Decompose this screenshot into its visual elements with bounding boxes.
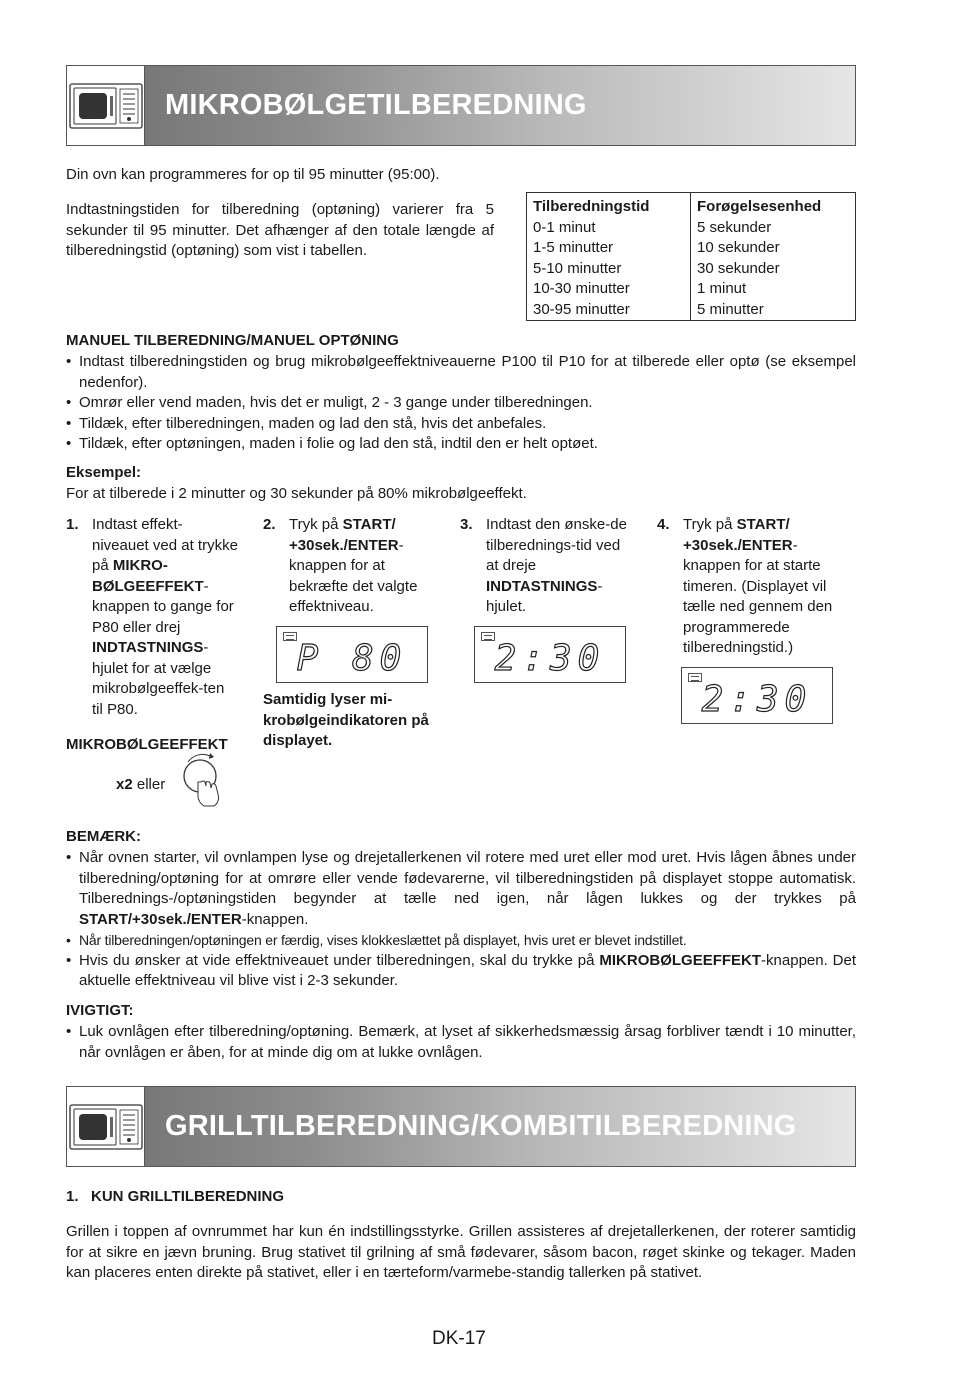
display-readout: P 80 [296,638,408,679]
power-label: MIKROBØLGEEFFEKT [66,736,228,753]
list-item: • Når ovnen starter, vil ovnlampen lyse og drejetallerkenen vil rotere med uret eller mod uret. Hvis lågen åbnes under tilberedning/optøning for at omrøre eller vende fødevarerne, vil tilberedningstiden på displayet stoppe automatisk. Tilberednings-/optøningstiden begynder at tælle ned igen, når lågen lukkes og der trykkes på START/+30sek./ENTER-knappen. [66,848,856,930]
list-item: • Tildæk, efter optøningen, maden i folie og lad den stå, indtil den er helt optøet. [66,434,856,455]
manual-bullets [66,352,856,455]
grill-subheading: 1. KUN GRILLTILBEREDNING [66,1188,285,1205]
table-cell: 5 minutter [697,300,764,318]
example-heading: Eksempel: [66,464,142,481]
section-banner-microwave [66,65,856,146]
increment-table [526,192,856,321]
important-bullets [66,1022,856,1063]
display-readout: 2:30 [701,679,813,720]
list-item: • Omrør eller vend maden, hvis det er muligt, 2 - 3 gange under tilberedningen. [66,393,856,414]
manual-heading: MANUEL TILBEREDNING/MANUEL OPTØNING [66,332,399,349]
section-title: MIKROBØLGETILBEREDNING [165,89,587,121]
step-number: 1. [66,516,79,533]
lcd-display [276,626,428,683]
step-number: 2. [263,516,276,533]
display-readout: 2:30 [494,638,606,679]
step-text: Tryk på START/ +30sek./ENTER-knappen for at starte timeren. (Displayet vil tælle ned gennem den programmerede tilberedningstid.) [683,516,833,656]
lcd-display [681,667,833,724]
dial-hand-icon [176,752,226,810]
step-text: Indtast effekt-niveauet ved at trykke på MIKRO-BØLGEEFFEKT-knappen to gange for P80 eller drej INDTASTNINGS-hjulet for at vælge mikrobølgeeffek-ten til P80. [92,516,238,718]
table-cell: 30-95 minutter [533,300,630,318]
list-item: • Hvis du ønsker at vide effektniveauet under tilberedningen, skal du trykke på MIKROBØLGEEFFEKT-knappen. Det aktuelle effektniveau vil blive vist i 2-3 sekunder. [66,951,856,992]
important-heading: IVIGTIGT: [66,1002,134,1019]
section-title: GRILLTILBEREDNING/KOMBITILBEREDNING [165,1110,797,1142]
section-banner-grill [66,1086,856,1167]
microwave-icon [67,1087,145,1166]
page-number: DK-17 [432,1328,486,1349]
list-item: • Luk ovnlågen efter tilberedning/optøning. Bemærk, at lyset af sikkerhedsmæssig årsag forbliver tændt i 10 minutter, når ovnlågen er åben, for at minde dig om at lukke ovnlågen. [66,1022,856,1063]
step-number: 4. [657,516,670,533]
lcd-display [474,626,626,683]
table-cell: 30 sekunder [697,259,780,277]
table-cell: 5 sekunder [697,218,772,236]
intro-text: Din ovn kan programmeres for op til 95 minutter (95:00). [66,166,440,183]
microwave-icon [67,66,145,145]
table-cell: 10 sekunder [697,239,780,256]
table-header: Forøgelsesenhed [697,198,822,215]
table-cell: 1-5 minutter [533,239,614,256]
example-text: For at tilberede i 2 minutter og 30 sekunder på 80% mikrobølgeeffekt. [66,485,527,502]
list-item: • Tildæk, efter tilberedningen, maden og lad den stå, hvis det anbefales. [66,414,856,435]
table-cell: 1 minut [697,280,747,297]
grill-text: Grillen i toppen af ovnrummet har kun én indstillingsstyrke. Grillen assisteres af drejetallerkenen, der roterer samtidig for at sikre en jævn bruning. Brug stativet til grilning af små fødevarer, såsom bacon, røget skinke og tekager. Maden kan placeres enten direkte på stativet, eller i en tærteform/varmebe-standig tallerken på stativet. [66,1223,856,1281]
step-text: Indtast den ønske-de tilberednings-tid ved at dreje INDTASTNINGS-hjulet. [486,516,627,615]
table-cell: 0-1 minut [533,218,596,236]
step-number: 3. [460,516,473,533]
step-text: Tryk på START/ +30sek./ENTER-knappen for at bekræfte det valgte effektniveau. [289,516,418,615]
step2-note: Samtidig lyser mi-krobølgeindikatoren på displayet. [263,691,429,749]
list-item: • Indtast tilberedningstiden og brug mikrobølgeeffektniveauerne P100 til P10 for at tilberede eller optø (se eksempel nedenfor). [66,352,856,393]
description-text: Indtastningstiden for tilberedning (optøning) varierer fra 5 sekunder til 95 minutter. Det afhænger af den totale længde af tilberedningstid (optøning) som vist i tabellen. [66,201,494,259]
note-heading: BEMÆRK: [66,828,141,845]
table-cell: 5-10 minutter [533,259,622,277]
table-header: Tilberedningstid [533,198,650,215]
x2-label: x2 eller [116,776,166,793]
table-cell: 10-30 minutter [533,280,630,297]
note-bullets [66,848,856,992]
list-item: • Når tilberedningen/optøningen er færdig, vises klokkeslættet på displayet, hvis uret er blevet indstillet. [66,930,856,951]
